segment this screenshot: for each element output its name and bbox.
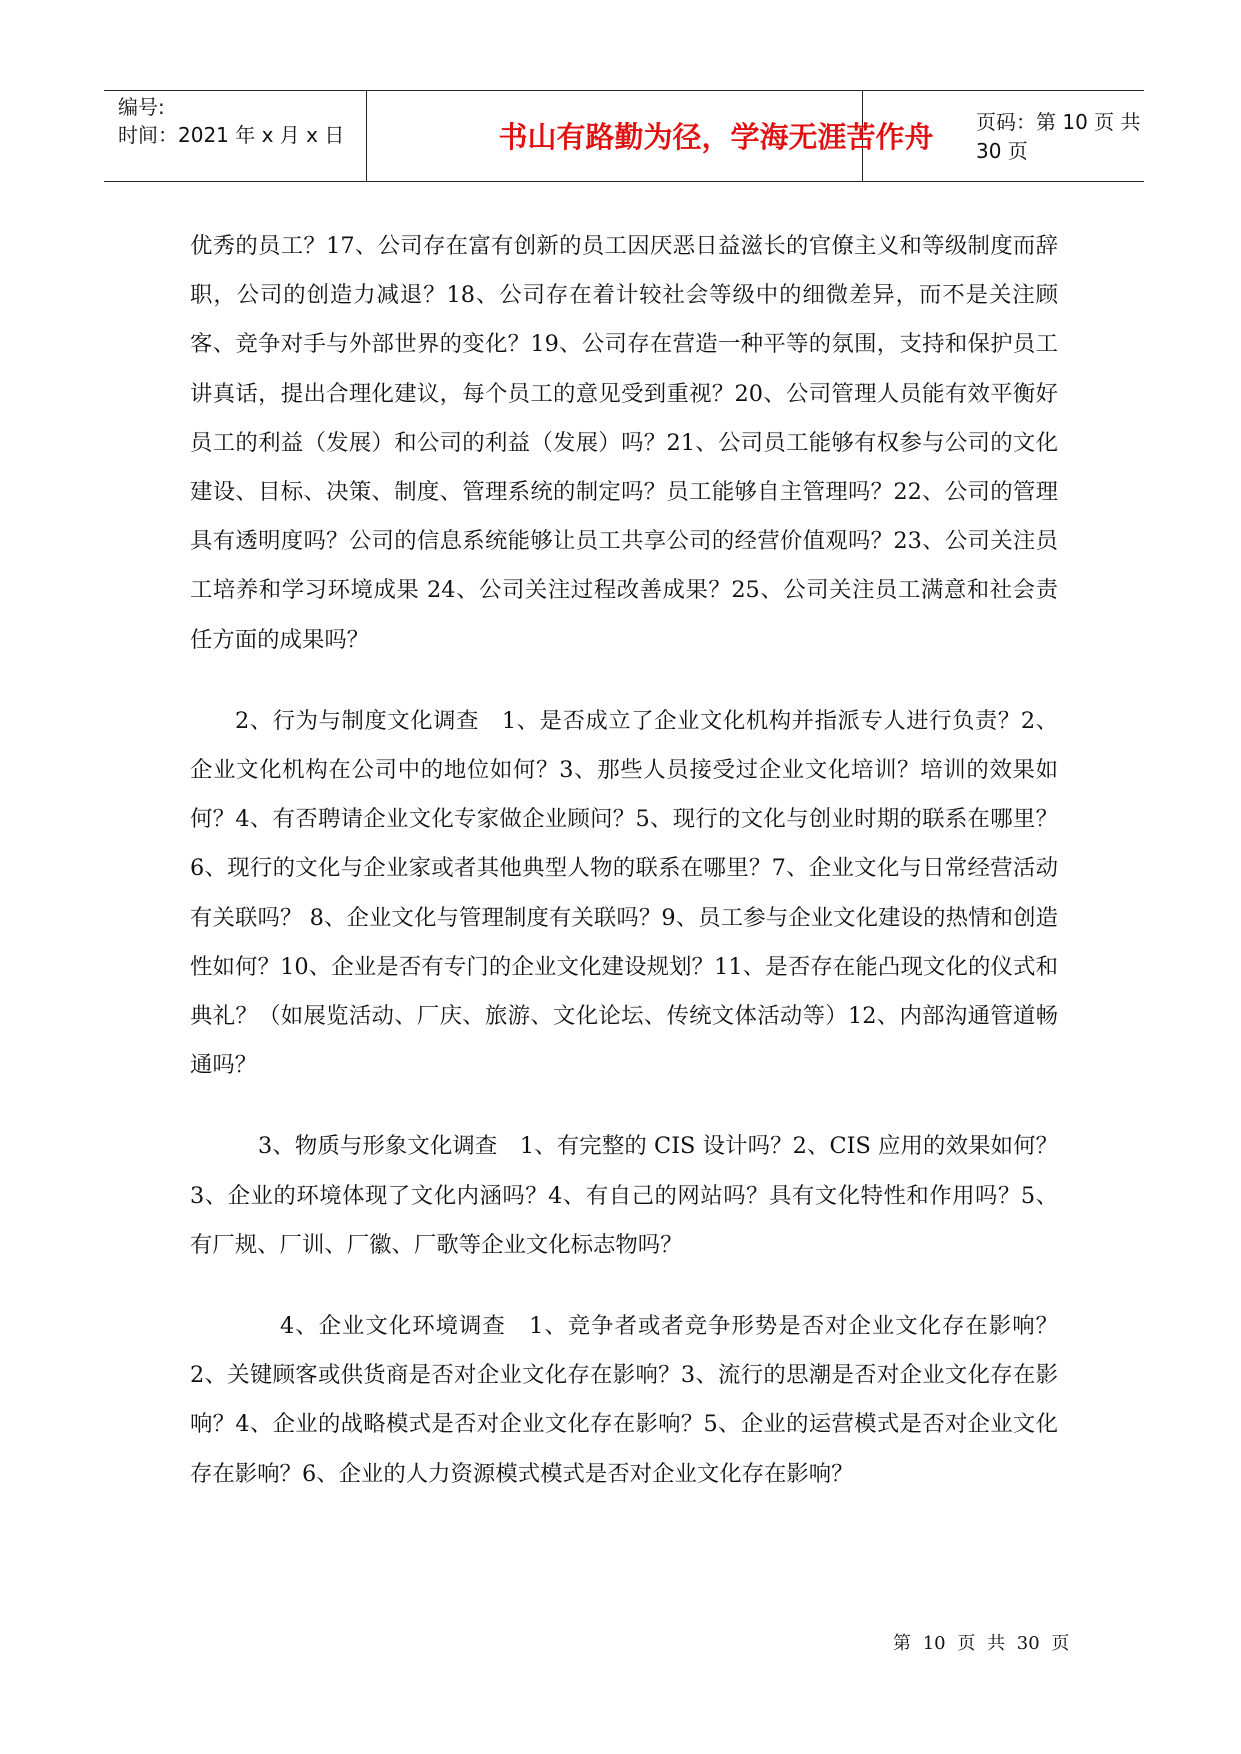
- page-footer: 第 10 页 共 30 页: [893, 1633, 1070, 1654]
- page-header: [104, 90, 1144, 182]
- header-motto: 书山有路勤为径，学海无涯苦作舟: [498, 119, 934, 154]
- paragraph-survey-questions: 优秀的员工？17、公司存在富有创新的员工因厌恶日益滋长的官僚主义和等级制度而辞职，公司的创造力减退？18、公司存在着计较社会等级中的细微差异，而不是关注顾客、竞争对手与外部世界的变化？19、公司存在营造一种平等的氛围，支持和保护员工讲真话，提出合理化建议，每个员工的意见受到重视？20、公司管理人员能有效平衡好员工的利益（发展）和公司的利益（发展）吗？21、公司员工能够有权参与公司的文化建设、目标、决策、制度、管理系统的制定吗？员工能够自主管理吗？22、公司的管理具有透明度吗？公司的信息系统能够让员工共享公司的经营价值观吗？23、公司关注员工培养和学习环境成果 24、公司关注过程改善成果？25、公司关注员工满意和社会责任方面的成果吗？: [190, 233, 1058, 653]
- document-time-label: 时间：2021 年 x 月 x 日: [118, 123, 345, 147]
- header-info: [118, 93, 344, 149]
- paragraph-material-image-culture: 3、物质与形象文化调查 1、有完整的 CIS 设计吗？2、CIS 应用的效果如何？3、企业的环境体现了文化内涵吗？4、有自己的网站吗？具有文化特性和作用吗？5、有厂规、厂训、厂徽、厂歌等企业文化标志物吗？: [190, 1133, 1058, 1258]
- document-body: [190, 222, 1058, 1499]
- header-page-number: 页码：第 10 页 共 30 页: [976, 110, 1141, 163]
- paragraph-culture-environment: 4、企业文化环境调查 1、竞争者或者竞争形势是否对企业文化存在影响？2、关键顾客或供货商是否对企业文化存在影响？3、流行的思潮是否对企业文化存在影响？4、企业的战略模式是否对企业文化存在影响？5、企业的运营模式是否对企业文化存在影响？6、企业的人力资源模式模式是否对企业文化存在影响？: [190, 1313, 1058, 1487]
- document-number-label: 编号:: [118, 95, 165, 119]
- header-divider-left: [366, 91, 367, 181]
- paragraph-behavior-system-culture: 2、行为与制度文化调查 1、是否成立了企业文化机构并指派专人进行负责？2、企业文化机构在公司中的地位如何？3、那些人员接受过企业文化培训？培训的效果如何？4、有否聘请企业文化专家做企业顾问？5、现行的文化与创业时期的联系在哪里？6、现行的文化与企业家或者其他典型人物的联系在哪里？7、企业文化与日常经营活动有关联吗？ 8、企业文化与管理制度有关联吗？9、员工参与企业文化建设的热情和创造性如何？10、企业是否有专门的企业文化建设规划？11、是否存在能凸现文化的仪式和典礼？（如展览活动、厂庆、旅游、文化论坛、传统文体活动等）12、内部沟通管道畅通吗？: [190, 707, 1058, 1079]
